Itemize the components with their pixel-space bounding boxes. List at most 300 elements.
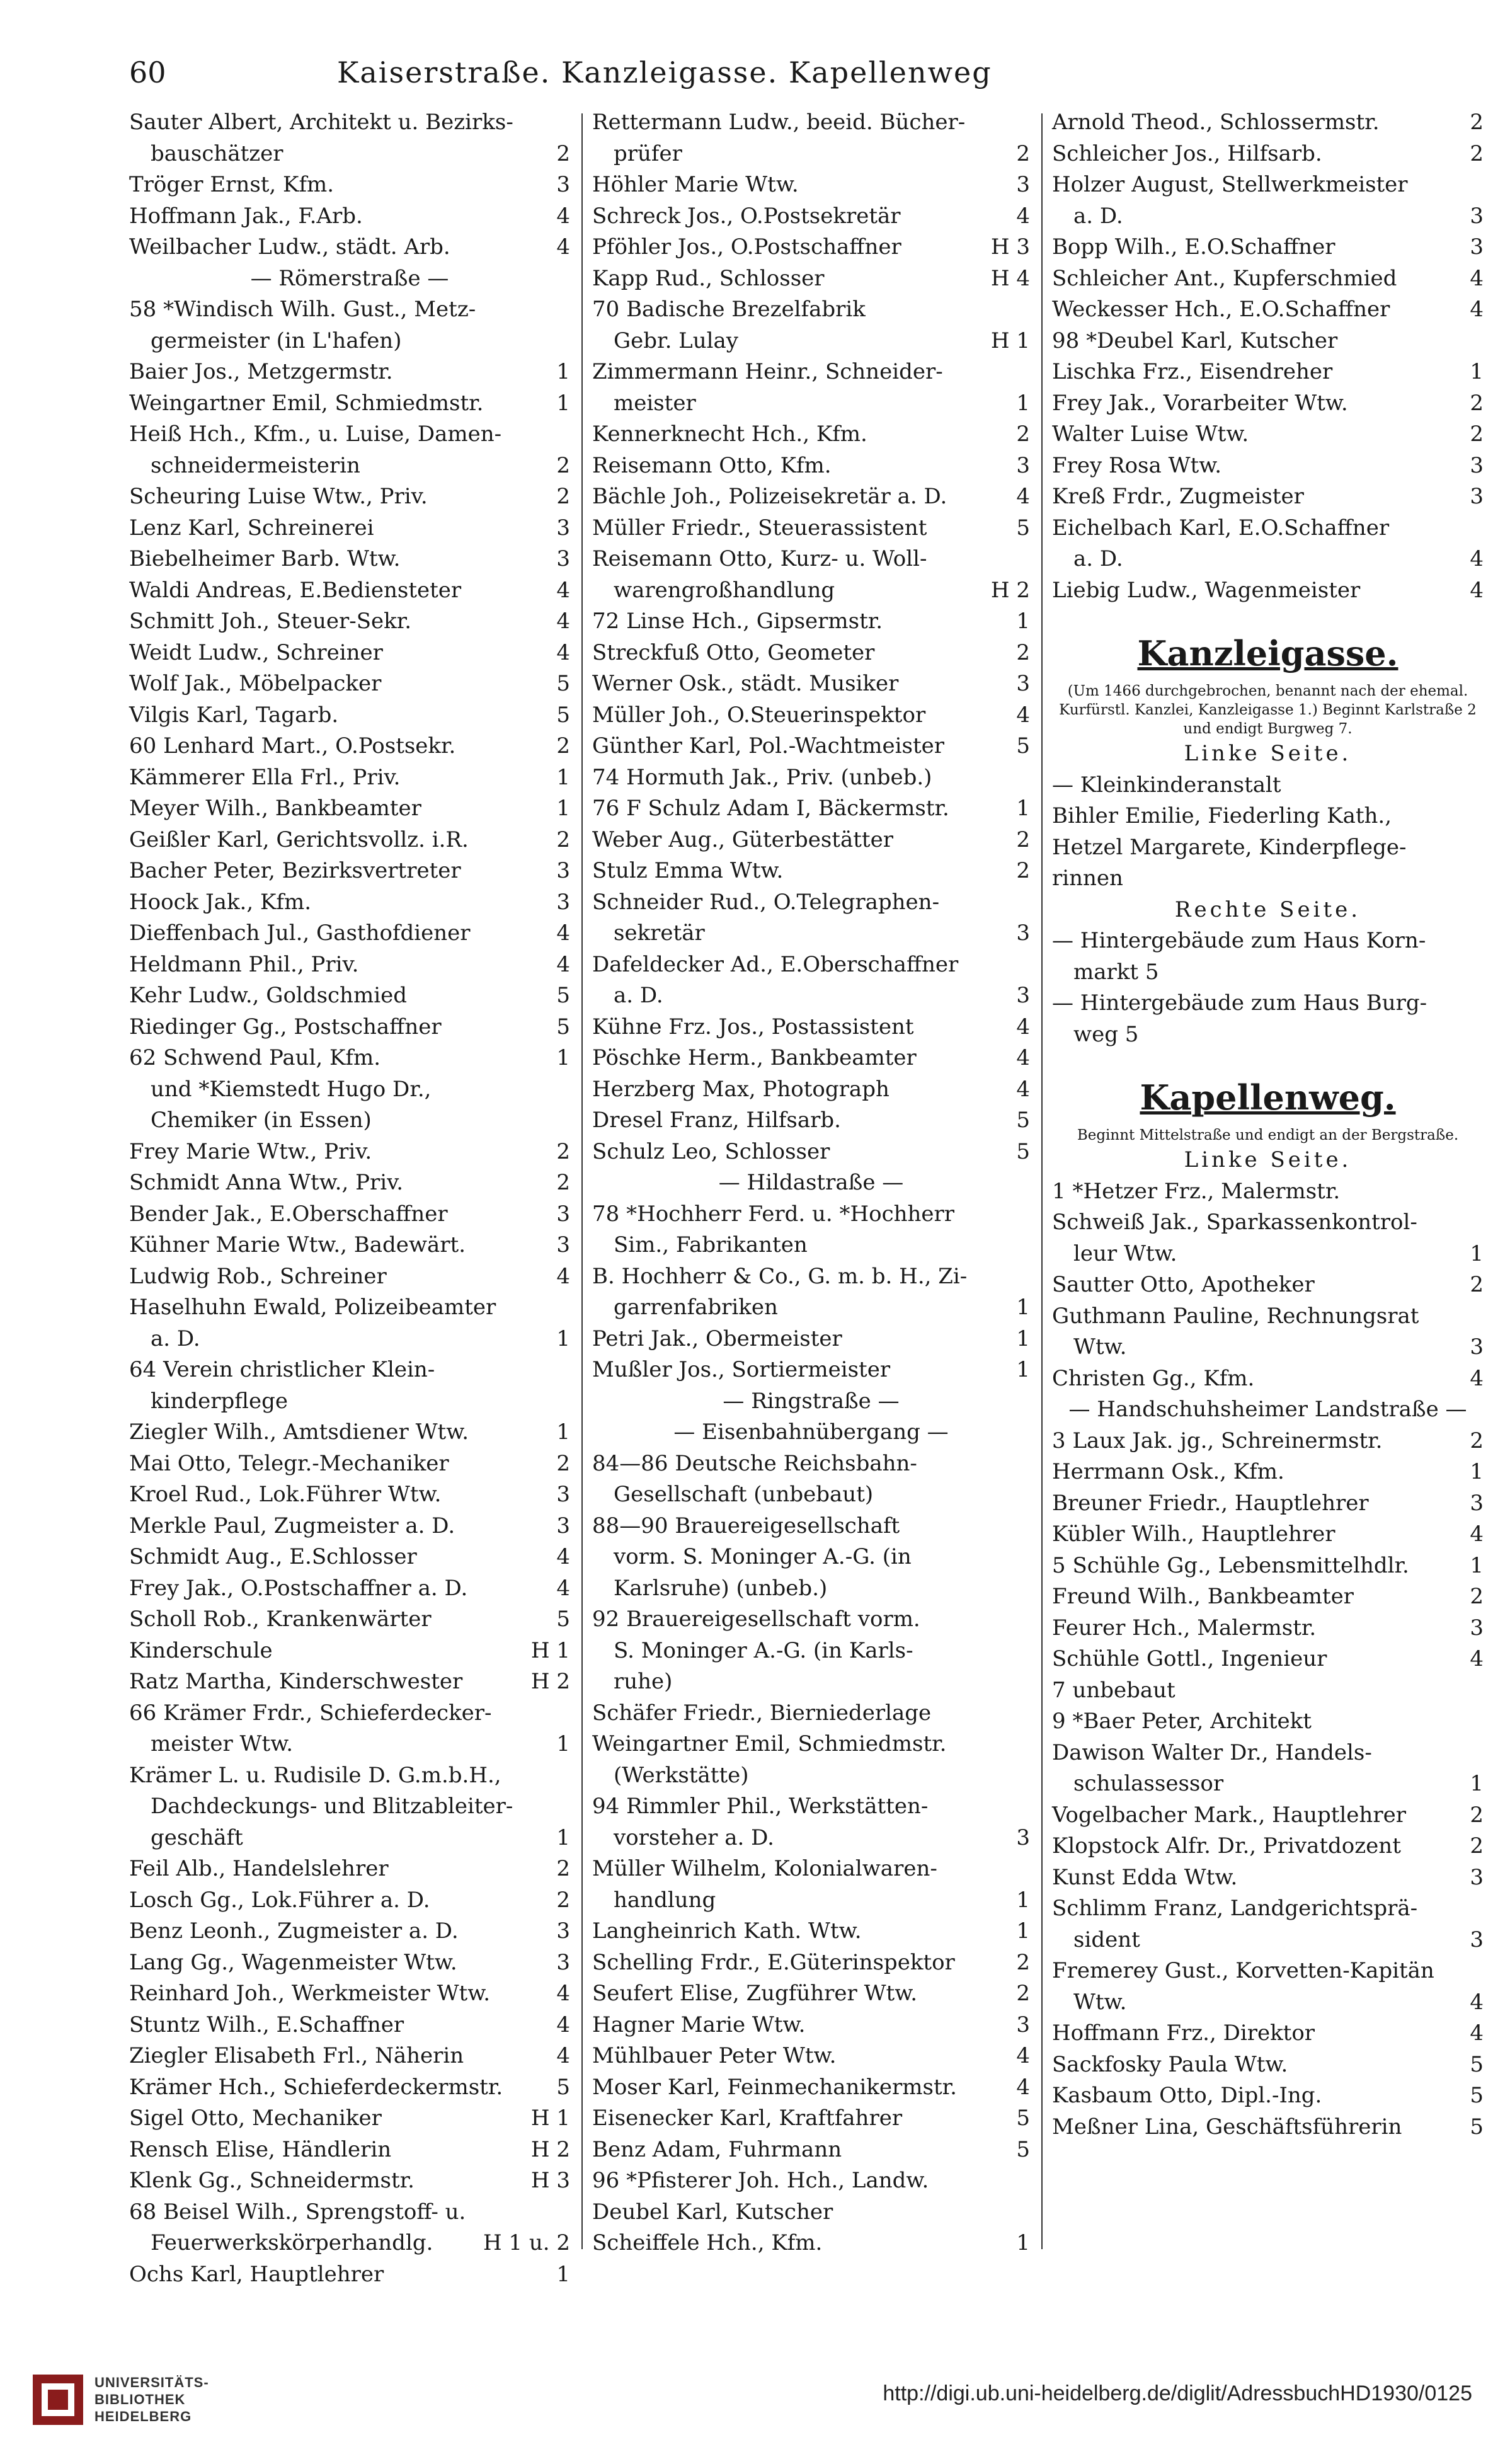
- floor-number: H 2: [530, 2136, 570, 2162]
- entry-line: [129, 1636, 570, 1667]
- entry-text: Liebig Ludw., Wagenmeister: [1052, 577, 1361, 603]
- entry-text: Pföhler Jos., O.Postschaffner: [592, 234, 901, 260]
- entry-text: Eichelbach Karl, E.O.Schaffner: [1052, 515, 1390, 541]
- floor-number: 5: [556, 983, 570, 1008]
- floor-number: 2: [556, 827, 570, 852]
- floor-number: 4: [1016, 2074, 1030, 2100]
- footer: [0, 2344, 1510, 2464]
- entry-line: [592, 2135, 1030, 2166]
- entry-text: Dieffenbach Jul., Gasthofdiener: [129, 920, 471, 946]
- floor-number: 2: [1470, 110, 1484, 135]
- floor-number: 4: [556, 2043, 570, 2068]
- entry-line: [592, 1230, 1030, 1261]
- floor-number: 3: [1470, 452, 1484, 478]
- entry-line: [129, 1666, 570, 1698]
- entry-line: [592, 918, 1030, 949]
- entry-line: [592, 1386, 1030, 1418]
- entry-text: Stulz Emma Wtw.: [592, 858, 784, 883]
- entry-line: [1052, 2112, 1484, 2143]
- entry-line: [129, 2041, 570, 2072]
- entry-text: Herrmann Osk., Kfm.: [1052, 1459, 1284, 1484]
- entry-text: Riedinger Gg., Postschaffner: [129, 1014, 442, 1040]
- entry-line: [1052, 263, 1484, 295]
- entry-text: Losch Gg., Lok.Führer a. D.: [129, 1887, 430, 1913]
- floor-number: 4: [556, 1575, 570, 1601]
- entry-line: [1052, 201, 1484, 232]
- floor-number: 1: [1016, 1357, 1030, 1382]
- entry-text: Vogelbacher Mark., Hauptlehrer: [1052, 1802, 1406, 1828]
- entry-text: Kennerknecht Hch., Kfm.: [592, 421, 867, 447]
- entry-line: [129, 731, 570, 762]
- column-rule: [581, 113, 583, 2249]
- entry-text: Seufert Elise, Zugführer Wtw.: [592, 1981, 918, 2006]
- entry-line: [592, 326, 1030, 357]
- floor-number: 1: [1016, 1887, 1030, 1913]
- entry-line: [592, 2228, 1030, 2259]
- floor-number: 4: [556, 1544, 570, 1569]
- floor-number: 1: [556, 1825, 570, 1850]
- entry-line: [592, 1947, 1030, 1979]
- entry-text: Kunst Edda Wtw.: [1052, 1864, 1238, 1890]
- entry-line: [1052, 1862, 1484, 1894]
- entry-text: prüfer: [614, 140, 682, 166]
- entry-text: und *Kiemstedt Hugo Dr.,: [151, 1076, 432, 1102]
- entry-line: [1052, 139, 1484, 170]
- entry-line: [592, 1012, 1030, 1043]
- entry-line: [129, 1791, 570, 1823]
- entry-text: S. Moninger A.-G. (in Karls-: [614, 1637, 913, 1663]
- entry-text: Müller Joh., O.Steuerinspektor: [592, 702, 926, 728]
- entry-line: [1052, 575, 1484, 607]
- floor-number: 4: [1470, 1365, 1484, 1391]
- entry-line: [129, 326, 570, 357]
- floor-number: 1: [1470, 359, 1484, 384]
- entry-text: Lischka Frz., Eisendreher: [1052, 359, 1333, 384]
- floor-number: 4: [1016, 1045, 1030, 1070]
- entry-line: [129, 357, 570, 388]
- entry-text: Ludwig Rob., Schreiner: [129, 1263, 387, 1289]
- entry-line: [129, 450, 570, 482]
- entry-line: [1052, 1394, 1484, 1426]
- entry-text: 7 unbebaut: [1052, 1677, 1175, 1703]
- entry-line: [592, 1448, 1030, 1480]
- entry-text: leur Wtw.: [1073, 1241, 1177, 1266]
- entry-text: Werner Osk., städt. Musiker: [592, 671, 899, 696]
- floor-number: 1: [556, 764, 570, 790]
- entry-text: kinderpflege: [151, 1388, 288, 1414]
- entry-text: Moser Karl, Feinmechanikermstr.: [592, 2074, 957, 2100]
- entry-text: Geißler Karl, Gerichtsvollz. i.R.: [129, 827, 469, 852]
- entry-text: handlung: [614, 1887, 716, 1913]
- column-1: [129, 107, 570, 2287]
- entry-line: [129, 1012, 570, 1043]
- entry-text: — Hildastraße —: [718, 1170, 904, 1195]
- entry-line: [129, 700, 570, 731]
- entry-text: Scholl Rob., Krankenwärter: [129, 1607, 432, 1632]
- entry-line: [129, 263, 570, 295]
- entry-line: [129, 139, 570, 170]
- entry-line: [1052, 1426, 1484, 1457]
- floor-number: 4: [556, 1263, 570, 1289]
- entry-line: [1052, 388, 1484, 420]
- floor-number: 1: [556, 359, 570, 384]
- entry-line: [129, 1199, 570, 1230]
- entry-text: Heiß Hch., Kfm., u. Luise, Damen-: [129, 421, 502, 447]
- entry-text: Ziegler Elisabeth Frl., Näherin: [129, 2043, 464, 2068]
- entry-line: [1052, 1176, 1484, 1208]
- entry-text: Höhler Marie Wtw.: [592, 172, 799, 197]
- entry-line: [592, 762, 1030, 794]
- floor-number: 4: [556, 639, 570, 665]
- entry-text: geschäft: [151, 1825, 243, 1850]
- column-rule: [1041, 113, 1043, 2249]
- entry-text: Schweiß Jak., Sparkassenkontrol-: [1052, 1210, 1417, 1235]
- floor-number: 2: [556, 1887, 570, 1913]
- floor-number: 3: [556, 546, 570, 571]
- entry-line: [1052, 1207, 1484, 1239]
- floor-number: 3: [556, 1918, 570, 1944]
- entry-line: [592, 887, 1030, 919]
- entry-text: Kinderschule: [129, 1637, 273, 1663]
- entry-line: [592, 1417, 1030, 1448]
- entry-text: Pöschke Herm., Bankbeamter: [592, 1045, 917, 1070]
- entry-line: [129, 856, 570, 887]
- floor-number: 5: [1016, 733, 1030, 759]
- entry-line: [1052, 1457, 1484, 1488]
- entry-line: [592, 2072, 1030, 2104]
- entry-text: Wtw.: [1073, 1989, 1127, 2015]
- entry-text: B. Hochherr & Co., G. m. b. H., Zi-: [592, 1263, 968, 1289]
- entry-text: Wtw.: [1073, 1334, 1127, 1360]
- entry-line: [1052, 450, 1484, 482]
- entry-text: Scheuring Luise Wtw., Priv.: [129, 484, 428, 509]
- entry-text: Klenk Gg., Schneidermstr.: [129, 2168, 415, 2193]
- floor-number: 3: [556, 858, 570, 883]
- entry-line: [1052, 925, 1484, 957]
- entry-text: sident: [1073, 1927, 1140, 1952]
- entry-text: Heldmann Phil., Priv.: [129, 951, 359, 977]
- floor-number: 5: [556, 2074, 570, 2100]
- entry-text: Rettermann Ludw., beeid. Bücher-: [592, 110, 966, 135]
- kanzleigasse-note: (Um 1466 durchgebrochen, benannt nach der ehemal. Kurfürstl. Kanzlei, Kanzleigasse 1.) Beginnt Karlstraße 2 und endigt Burgweg 7.: [1059, 683, 1477, 737]
- entry-line: [129, 2072, 570, 2104]
- entry-line: [592, 1666, 1030, 1698]
- entry-text: 94 Rimmler Phil., Werkstätten-: [592, 1794, 929, 1819]
- entry-line: [592, 2041, 1030, 2072]
- entry-line: [1052, 1675, 1484, 1707]
- entry-line: [1052, 801, 1484, 832]
- entry-line: [592, 1885, 1030, 1917]
- entry-text: Deubel Karl, Kutscher: [592, 2199, 833, 2225]
- side-label: Rechte Seite.: [1174, 897, 1361, 922]
- entry-line: [129, 1978, 570, 2010]
- entry-line: [592, 481, 1030, 513]
- entry-text: Sigel Otto, Mechaniker: [129, 2106, 382, 2131]
- floor-number: 1: [1016, 609, 1030, 634]
- entry-text: Freund Wilh., Bankbeamter: [1052, 1584, 1354, 1609]
- entry-line: [129, 1885, 570, 1917]
- entry-line: [129, 232, 570, 263]
- entry-text: Bihler Emilie, Fiederling Kath.,: [1052, 803, 1392, 828]
- entry-text: Frey Jak., Vorarbeiter Wtw.: [1052, 390, 1348, 416]
- entry-text: Stuntz Wilh., E.Schaffner: [129, 2012, 404, 2037]
- entry-line: [129, 544, 570, 575]
- entry-line: [129, 2165, 570, 2197]
- entry-text: Feurer Hch., Malermstr.: [1052, 1615, 1317, 1641]
- entry-text: 58 *Windisch Wilh. Gust., Metz-: [129, 297, 476, 322]
- entry-text: Schelling Frdr., E.Güterinspektor: [592, 1949, 955, 1975]
- floor-number: 5: [1016, 1138, 1030, 1164]
- entry-text: Breuner Friedr., Hauptlehrer: [1052, 1490, 1369, 1516]
- entry-text: Frey Jak., O.Postschaffner a. D.: [129, 1575, 468, 1601]
- entry-text: Reisemann Otto, Kurz- u. Woll-: [592, 546, 927, 571]
- floor-number: 4: [1470, 1989, 1484, 2015]
- floor-number: 2: [1016, 140, 1030, 166]
- entry-line: [592, 2010, 1030, 2041]
- entry-text: garrenfabriken: [614, 1295, 778, 1320]
- entry-text: Langheinrich Kath. Wtw.: [592, 1918, 862, 1944]
- entry-text: Sauter Albert, Architekt u. Bezirks-: [129, 110, 513, 135]
- entry-line: [1052, 770, 1484, 801]
- floor-number: 5: [1016, 2136, 1030, 2162]
- floor-number: 5: [1470, 2114, 1484, 2140]
- entry-line: [1052, 294, 1484, 326]
- floor-number: 1: [1470, 1241, 1484, 1266]
- kapellenweg-heading: Kapellenweg.: [1140, 1077, 1396, 1118]
- library-name: UNIVERSITÄTS- BIBLIOTHEK HEIDELBERG: [94, 2375, 209, 2424]
- floor-number: 5: [1016, 1108, 1030, 1133]
- entry-line: [129, 1355, 570, 1386]
- entry-line: [592, 1978, 1030, 2010]
- entry-line: [1052, 544, 1484, 575]
- floor-number: H 4: [990, 265, 1030, 291]
- entry-text: Frey Marie Wtw., Priv.: [129, 1138, 372, 1164]
- entry-line: [129, 1292, 570, 1324]
- entry-text: Krämer L. u. Rudisile D. G.m.b.H.,: [129, 1762, 501, 1788]
- entry-text: Eisenecker Karl, Kraftfahrer: [592, 2106, 903, 2131]
- entry-text: Kroel Rud., Lok.Führer Wtw.: [129, 1482, 442, 1507]
- entry-line: [129, 1074, 570, 1106]
- entry-line: [129, 201, 570, 232]
- column-3: [1052, 107, 1484, 2252]
- entry-line: [592, 793, 1030, 825]
- entry-text: Sackfosky Paula Wtw.: [1052, 2051, 1288, 2077]
- entry-line: [592, 606, 1030, 638]
- entry-line: [592, 1074, 1030, 1106]
- entry-line: [592, 1355, 1030, 1386]
- entry-line: [592, 1167, 1030, 1199]
- entry-line: [1052, 1301, 1484, 1332]
- floor-number: 4: [556, 609, 570, 634]
- entry-text: Benz Leonh., Zugmeister a. D.: [129, 1918, 459, 1944]
- entry-text: 62 Schwend Paul, Kfm.: [129, 1045, 381, 1070]
- entry-line: [129, 793, 570, 825]
- entry-text: Schmitt Joh., Steuer-Sekr.: [129, 609, 412, 634]
- floor-number: 3: [1470, 1490, 1484, 1516]
- entry-text: Schreck Jos., O.Postsekretär: [592, 203, 901, 229]
- entry-line: [1052, 232, 1484, 263]
- entry-text: Bacher Peter, Bezirksvertreter: [129, 858, 461, 883]
- entry-text: Schühle Gottl., Ingenieur: [1052, 1646, 1327, 1671]
- entry-line: [129, 1105, 570, 1137]
- entry-line: [129, 1916, 570, 1947]
- entry-line: [592, 139, 1030, 170]
- entry-text: meister Wtw.: [151, 1731, 294, 1756]
- entry-text: a. D.: [151, 1326, 200, 1351]
- floor-number: H 1: [530, 2106, 570, 2131]
- floor-number: 1: [556, 1731, 570, 1756]
- entry-line: [592, 1698, 1030, 1729]
- entry-line: [1052, 1550, 1484, 1582]
- entry-line: [592, 450, 1030, 482]
- entry-line: [592, 357, 1030, 388]
- floor-number: 1: [1016, 1326, 1030, 1351]
- entry-line: [129, 1324, 570, 1355]
- entry-line: [592, 544, 1030, 575]
- entry-text: 60 Lenhard Mart., O.Postsekr.: [129, 733, 456, 759]
- entry-text: Scheiffele Hch., Kfm.: [592, 2230, 823, 2255]
- floor-number: 1: [556, 1326, 570, 1351]
- entry-text: 64 Verein christlicher Klein-: [129, 1357, 435, 1382]
- entry-line: [1052, 957, 1484, 988]
- entry-line: [129, 1604, 570, 1636]
- floor-number: 4: [1016, 484, 1030, 509]
- entry-text: Petri Jak., Obermeister: [592, 1326, 842, 1351]
- entry-line: [129, 1137, 570, 1168]
- entry-text: Dresel Franz, Hilfsarb.: [592, 1108, 841, 1133]
- floor-number: 4: [1016, 203, 1030, 229]
- entry-line: [592, 419, 1030, 450]
- floor-number: 4: [1470, 1521, 1484, 1547]
- entry-text: 3 Laux Jak. jg., Schreinermstr.: [1052, 1428, 1383, 1453]
- floor-number: 2: [556, 1450, 570, 1476]
- entry-line: [1052, 357, 1484, 388]
- directory-columns: [129, 107, 1484, 2287]
- entry-line: [1052, 2080, 1484, 2112]
- floor-number: 4: [556, 920, 570, 946]
- entry-line: [1052, 1738, 1484, 1769]
- floor-number: 4: [556, 951, 570, 977]
- entry-line: [129, 918, 570, 949]
- entry-text: Schlimm Franz, Landgerichtsprä-: [1052, 1896, 1418, 1921]
- floor-number: 4: [1470, 546, 1484, 571]
- entry-line: [1052, 1987, 1484, 2019]
- entry-text: schneidermeisterin: [151, 452, 360, 478]
- entry-line: [592, 201, 1030, 232]
- floor-number: 5: [556, 702, 570, 728]
- floor-number: 5: [556, 1014, 570, 1040]
- floor-number: 4: [1470, 1646, 1484, 1671]
- entry-text: Meyer Wilh., Bankbeamter: [129, 796, 421, 821]
- entry-line: [129, 980, 570, 1012]
- entry-line: [592, 1511, 1030, 1542]
- entry-line: [1052, 1644, 1484, 1675]
- entry-line: [1052, 326, 1484, 357]
- entry-text: Schleicher Jos., Hilfsarb.: [1052, 140, 1322, 166]
- kanzleigasse-heading: Kanzleigasse.: [1137, 633, 1398, 673]
- entry-line: [129, 1542, 570, 1573]
- entry-line: [129, 388, 570, 420]
- entry-line: [129, 1760, 570, 1792]
- entry-text: weg 5: [1073, 1021, 1139, 1047]
- entry-text: Kühne Frz. Jos., Postassistent: [592, 1014, 914, 1040]
- entry-text: — Handschuhsheimer Landstraße —: [1068, 1397, 1467, 1422]
- entry-line: [592, 638, 1030, 669]
- floor-number: 4: [1016, 2043, 1030, 2068]
- floor-number: 3: [1016, 920, 1030, 946]
- entry-line: [592, 1292, 1030, 1324]
- floor-number: 3: [1470, 234, 1484, 260]
- entry-line: [129, 513, 570, 544]
- entry-text: Karlsruhe) (unbeb.): [614, 1575, 828, 1601]
- floor-number: 2: [556, 1170, 570, 1195]
- floor-number: 4: [1016, 1014, 1030, 1040]
- floor-number: 4: [556, 203, 570, 229]
- entry-text: Merkle Paul, Zugmeister a. D.: [129, 1513, 455, 1539]
- floor-number: 2: [556, 733, 570, 759]
- floor-number: 2: [1016, 639, 1030, 665]
- entry-line: [592, 700, 1030, 731]
- floor-number: 4: [1470, 577, 1484, 603]
- entry-text: Bächle Joh., Polizeisekretär a. D.: [592, 484, 947, 509]
- entry-text: Mai Otto, Telegr.-Mechaniker: [129, 1450, 449, 1476]
- entry-text: Baier Jos., Metzgermstr.: [129, 359, 393, 384]
- floor-number: 3: [556, 1949, 570, 1975]
- entry-text: (Werkstätte): [614, 1762, 749, 1788]
- floor-number: 4: [1016, 702, 1030, 728]
- entry-text: Haselhuhn Ewald, Polizeibeamter: [129, 1295, 496, 1320]
- entry-text: — Kleinkinderanstalt: [1052, 772, 1281, 798]
- entry-text: Arnold Theod., Schlossermstr.: [1052, 110, 1380, 135]
- entry-text: Dachdeckungs- und Blitzableiter-: [151, 1794, 513, 1819]
- entry-text: ruhe): [614, 1669, 673, 1694]
- floor-number: H 1: [990, 328, 1030, 353]
- entry-line: [592, 1261, 1030, 1293]
- entry-text: sekretär: [614, 920, 705, 946]
- entry-text: 70 Badische Brezelfabrik: [592, 297, 866, 322]
- entry-line: [129, 294, 570, 326]
- floor-number: 3: [556, 515, 570, 541]
- entry-text: Ziegler Wilh., Amtsdiener Wtw.: [129, 1419, 469, 1445]
- entry-line: [592, 668, 1030, 700]
- entry-text: 1 *Hetzer Frz., Malermstr.: [1052, 1178, 1341, 1204]
- entry-text: Walter Luise Wtw.: [1052, 421, 1249, 447]
- entry-text: — Eisenbahnübergang —: [673, 1419, 949, 1445]
- floor-number: 2: [556, 140, 570, 166]
- floor-number: 2: [1470, 1272, 1484, 1297]
- side-label: Linke Seite.: [1184, 741, 1352, 766]
- entry-text: Feil Alb., Handelslehrer: [129, 1856, 389, 1881]
- floor-number: 3: [556, 1232, 570, 1258]
- entry-text: 9 *Baer Peter, Architekt: [1052, 1709, 1312, 1734]
- entry-line: [592, 1573, 1030, 1605]
- entry-line: [592, 2103, 1030, 2135]
- entry-text: Wolf Jak., Möbelpacker: [129, 671, 382, 696]
- entry-line: [1052, 863, 1484, 895]
- floor-number: 4: [556, 1981, 570, 2006]
- entry-line: [592, 1199, 1030, 1230]
- entry-line: [129, 606, 570, 638]
- entry-line: [592, 1760, 1030, 1792]
- floor-number: 2: [1016, 1949, 1030, 1975]
- entry-text: Kasbaum Otto, Dipl.-Ing.: [1052, 2083, 1322, 2108]
- floor-number: H 2: [530, 1669, 570, 1694]
- floor-number: 5: [1016, 2106, 1030, 2131]
- floor-number: 1: [1016, 390, 1030, 416]
- entry-text: Biebelheimer Barb. Wtw.: [129, 546, 401, 571]
- entry-text: Reinhard Joh., Werkmeister Wtw.: [129, 1981, 491, 2006]
- entry-text: Müller Friedr., Steuerassistent: [592, 515, 927, 541]
